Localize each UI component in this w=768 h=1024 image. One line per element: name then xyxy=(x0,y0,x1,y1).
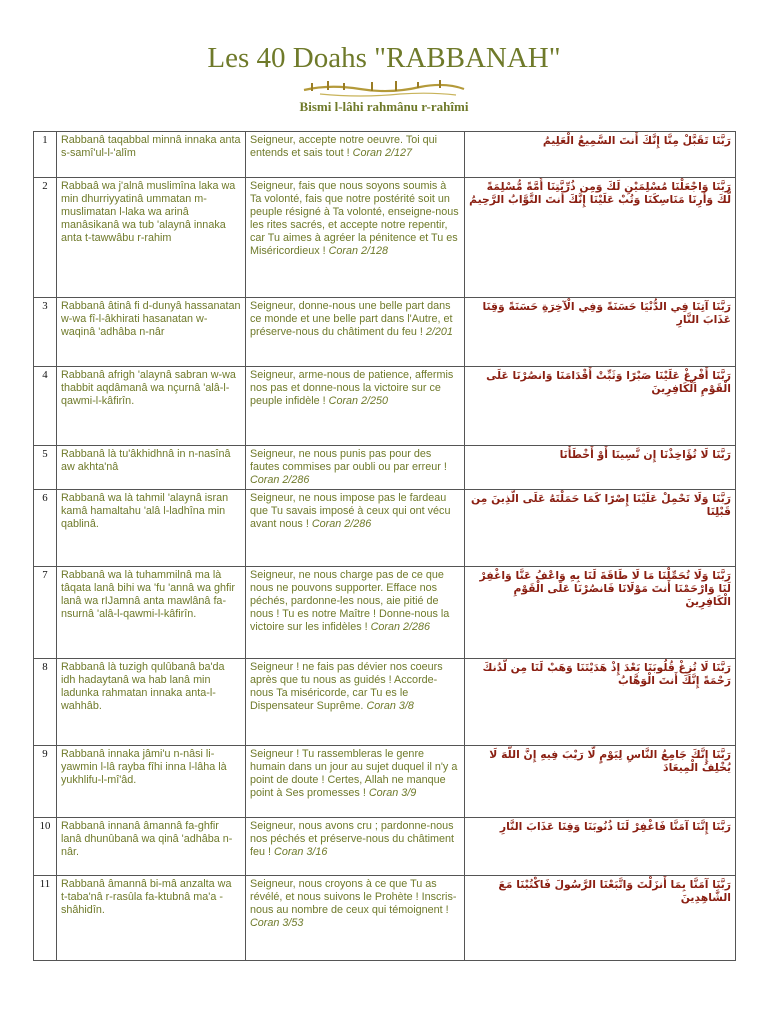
doah-arabic: رَبَّنَا وَلَا تَحْمِلْ عَلَيْنَا إِصْرًا كَمَا حَمَلْتَهُ عَلَى الَّذِينَ مِن قَبْلِنَا xyxy=(465,490,736,567)
doah-row xyxy=(34,490,736,567)
doah-number: 5 xyxy=(34,446,57,490)
doah-arabic: رَبَّنَا تَقَبَّلْ مِنَّا إِنَّكَ أَنتَ السَّمِيعُ الْعَلِيمُ xyxy=(465,132,736,178)
doah-number: 9 xyxy=(34,746,57,818)
doah-transliteration: Rabbanâ âtinâ fi d-dunyâ hassanatan w-wa fî-l-âkhirati hasanatan w-waqinâ 'adhâba n-nâr xyxy=(57,298,246,367)
translation-text: Seigneur, ne nous impose pas le fardeau que Tu savais imposé à ceux qui ont vécu avant nous ! xyxy=(250,492,451,530)
doah-row xyxy=(34,567,736,659)
doah-row xyxy=(34,367,736,446)
quran-reference: Coran 2/127 xyxy=(352,147,413,159)
quran-reference: Coran 2/286 xyxy=(370,621,431,633)
doah-number: 6 xyxy=(34,490,57,567)
doah-number: 7 xyxy=(34,567,57,659)
doah-translation xyxy=(246,876,465,961)
doah-translation xyxy=(246,659,465,746)
doah-translation xyxy=(246,298,465,367)
doah-transliteration: Rabbanâ wa là tuhammilnâ ma là tâqata lanâ bihi wa 'fu 'annâ wa ghfir lanâ wa rIJamnâ anta mawlânâ fa-nsurnâ 'alâ-l-qawmi-l-kâfirîn. xyxy=(57,567,246,659)
doah-arabic: رَبَّنَا آتِنَا فِي الدُّنْيَا حَسَنَةً وَفِي الْآخِرَةِ حَسَنَةً وَقِنَا عَذَابَ النَّارِ xyxy=(465,298,736,367)
basmala-calligraphy xyxy=(300,74,468,98)
doah-row xyxy=(34,659,736,746)
doahs-table xyxy=(33,131,736,961)
doah-row xyxy=(34,446,736,490)
doah-transliteration: Rabbanâ wa là tahmil 'alaynâ isran kamâ hamaltahu 'alâ l-ladhîna min qablinâ. xyxy=(57,490,246,567)
translation-text: Seigneur, ne nous punis pas pour des fautes commises par oubli ou par erreur ! xyxy=(250,448,447,473)
quran-reference: 2/201 xyxy=(425,326,453,338)
doah-arabic: رَبَّنَا إِنَّنَا آمَنَّا فَاغْفِرْ لَنَا ذُنُوبَنَا وَقِنَا عَذَابَ النَّارِ xyxy=(465,818,736,876)
quran-reference: Coran 3/9 xyxy=(368,787,417,799)
doah-transliteration: Rabbanâ afrigh 'alaynâ sabran w-wa thabbit aqdâmanâ wa nçurnâ 'alâ-l-qawmi-l-kâfirîn. xyxy=(57,367,246,446)
doah-number: 10 xyxy=(34,818,57,876)
doah-translation xyxy=(246,818,465,876)
translation-text: Seigneur, arme-nous de patience, affermis nos pas et donne-nous la victoire sur ce peuple infidèle ! xyxy=(250,369,454,407)
doah-translation xyxy=(246,132,465,178)
quran-reference: Coran 3/8 xyxy=(366,700,414,712)
doah-row xyxy=(34,298,736,367)
translation-text: Seigneur, accepte notre oeuvre. Toi qui entends et sais tout ! xyxy=(250,134,438,159)
translation-text: Seigneur, ne nous charge pas de ce que nous ne pouvons supporter. Efface nos péchés, pardonne-les nous, aie pitié de nous ! Tu es notre Maître ! Donne-nous la victoire sur les infidèles ! xyxy=(250,569,450,633)
quran-reference: Coran 3/53 xyxy=(250,917,304,929)
doah-transliteration: Rabbanâ là tuzigh qulûbanâ ba'da idh hadaytanâ wa hab lanâ min ladunka rahmatan innaka anta-l-wahhâb. xyxy=(57,659,246,746)
doah-row xyxy=(34,132,736,178)
doah-number: 8 xyxy=(34,659,57,746)
doah-arabic: رَبَّنَا إِنَّكَ جَامِعُ النَّاسِ لِيَوْمٍ لَّا رَيْبَ فِيهِ إِنَّ اللَّهَ لَا يُخْلِفُ الْمِيعَادَ xyxy=(465,746,736,818)
doah-arabic: رَبَّنَا لَا تُزِغْ قُلُوبَنَا بَعْدَ إِذْ هَدَيْتَنَا وَهَبْ لَنَا مِن لَّدُنكَ رَحْمَةً إِنَّكَ أَنتَ الْوَهَّابُ xyxy=(465,659,736,746)
quran-reference: Coran 2/128 xyxy=(328,245,389,257)
doah-number: 11 xyxy=(34,876,57,961)
doah-translation xyxy=(246,490,465,567)
doah-arabic: رَبَّنَا وَاجْعَلْنَا مُسْلِمَيْنِ لَكَ وَمِن ذُرِّيَّتِنَا أُمَّةً مُّسْلِمَةً لَّكَ وَأَرِنَا مَنَاسِكَنَا وَتُبْ عَلَيْنَا إِنَّكَ أَنتَ التَّوَّابُ الرَّحِيمُ xyxy=(465,178,736,298)
translation-text: Seigneur ! ne fais pas dévier nos coeurs après que tu nous as guidés ! Accorde-nous Ta miséricorde, car Tu es le Dispensateur Suprême. xyxy=(250,661,443,712)
doah-transliteration: Rabbanâ innaka jâmi'u n-nâsi li-yawmin l-lâ rayba fîhi inna l-lâha là yukhlifu-l-mî'âd. xyxy=(57,746,246,818)
doah-number: 4 xyxy=(34,367,57,446)
doah-arabic: رَبَّنَا لَا تُؤَاخِذْنَا إِن نَّسِينَا أَوْ أَخْطَأْنَا xyxy=(465,446,736,490)
quran-reference: Coran 2/286 xyxy=(250,474,310,486)
doah-translation xyxy=(246,446,465,490)
doah-arabic: رَبَّنَا أَفْرِغْ عَلَيْنَا صَبْرًا وَثَبِّتْ أَقْدَامَنَا وَانصُرْنَا عَلَى الْقَوْمِ الْكَافِرِينَ xyxy=(465,367,736,446)
doah-translation xyxy=(246,178,465,298)
doah-row xyxy=(34,178,736,298)
doah-transliteration: Rabbanâ innanâ âmannâ fa-ghfir lanâ dhunûbanâ wa qinâ 'adhâba n-nâr. xyxy=(57,818,246,876)
doah-translation xyxy=(246,367,465,446)
doah-number: 3 xyxy=(34,298,57,367)
basmala-transliteration: Bismi l-lâhi rahmânu r-rahîmi xyxy=(299,99,469,114)
doah-row xyxy=(34,818,736,876)
doah-number: 1 xyxy=(34,132,57,178)
doah-transliteration: Rabbanâ taqabbal minnâ innaka anta s-samî'ul-l-'alîm xyxy=(57,132,246,178)
page-title: Les 40 Doahs "RABBANAH" xyxy=(207,42,561,74)
doah-row xyxy=(34,746,736,818)
translation-text: Seigneur, fais que nous soyons soumis à Ta volonté, fais que notre postérité soit un peuple résigné à Ta volonté, enseigne-nous les rites sacrés, et accepte notre repentir, car Tu aimes à agréer la pénitence et Tu es Miséricordieux ! xyxy=(250,180,459,257)
doah-arabic: رَبَّنَا وَلَا تُحَمِّلْنَا مَا لَا طَاقَةَ لَنَا بِهِ وَاعْفُ عَنَّا وَاغْفِرْ لَنَا وَارْحَمْنَا أَنتَ مَوْلَانَا فَانصُرْنَا عَلَى الْقَوْمِ الْكَافِرِينَ xyxy=(465,567,736,659)
doah-translation xyxy=(246,746,465,818)
translation-text: Seigneur, nous avons cru ; pardonne-nous nos péchés et préserve-nous du châtiment feu ! xyxy=(250,820,455,858)
quran-reference: Coran 3/16 xyxy=(274,846,328,858)
doah-arabic: رَبَّنَا آمَنَّا بِمَا أَنزَلْتَ وَاتَّبَعْنَا الرَّسُولَ فَاكْتُبْنَا مَعَ الشَّاهِدِينَ xyxy=(465,876,736,961)
doah-transliteration: Rabbaâ wa j'alnâ muslimîna laka wa min dhurriyyatinâ ummatan m-muslimatan l-laka wa arinâ manâsikanâ wa tub 'alaynâ innaka anta t-tawwâbu r-rahim xyxy=(57,178,246,298)
doah-transliteration: Rabbanâ âmannâ bi-mâ anzalta wa t-taba'nâ r-rasûla fa-ktubnâ ma'a -shâhidîn. xyxy=(57,876,246,961)
quran-reference: Coran 2/286 xyxy=(311,518,372,530)
translation-text: Seigneur, nous croyons à ce que Tu as révélé, et nous suivons le Prohète ! Inscris-nous au nombre de ceux qui témoignent ! xyxy=(250,878,457,916)
doah-transliteration: Rabbanâ là tu'âkhidhnâ in n-nasînâ aw akhta'nâ xyxy=(57,446,246,490)
doah-row xyxy=(34,876,736,961)
translation-text: Seigneur ! Tu rassembleras le genre humain dans un jour au sujet duquel il n'y a point de doute ! Certes, Allah ne manque point à Ses promesses ! xyxy=(250,748,458,799)
doah-number: 2 xyxy=(34,178,57,298)
doah-translation xyxy=(246,567,465,659)
translation-text: Seigneur, donne-nous une belle part dans ce monde et une belle part dans l'Autre, et préserve-nous du châtiment du feu ! xyxy=(250,300,453,338)
quran-reference: Coran 2/250 xyxy=(328,395,389,407)
